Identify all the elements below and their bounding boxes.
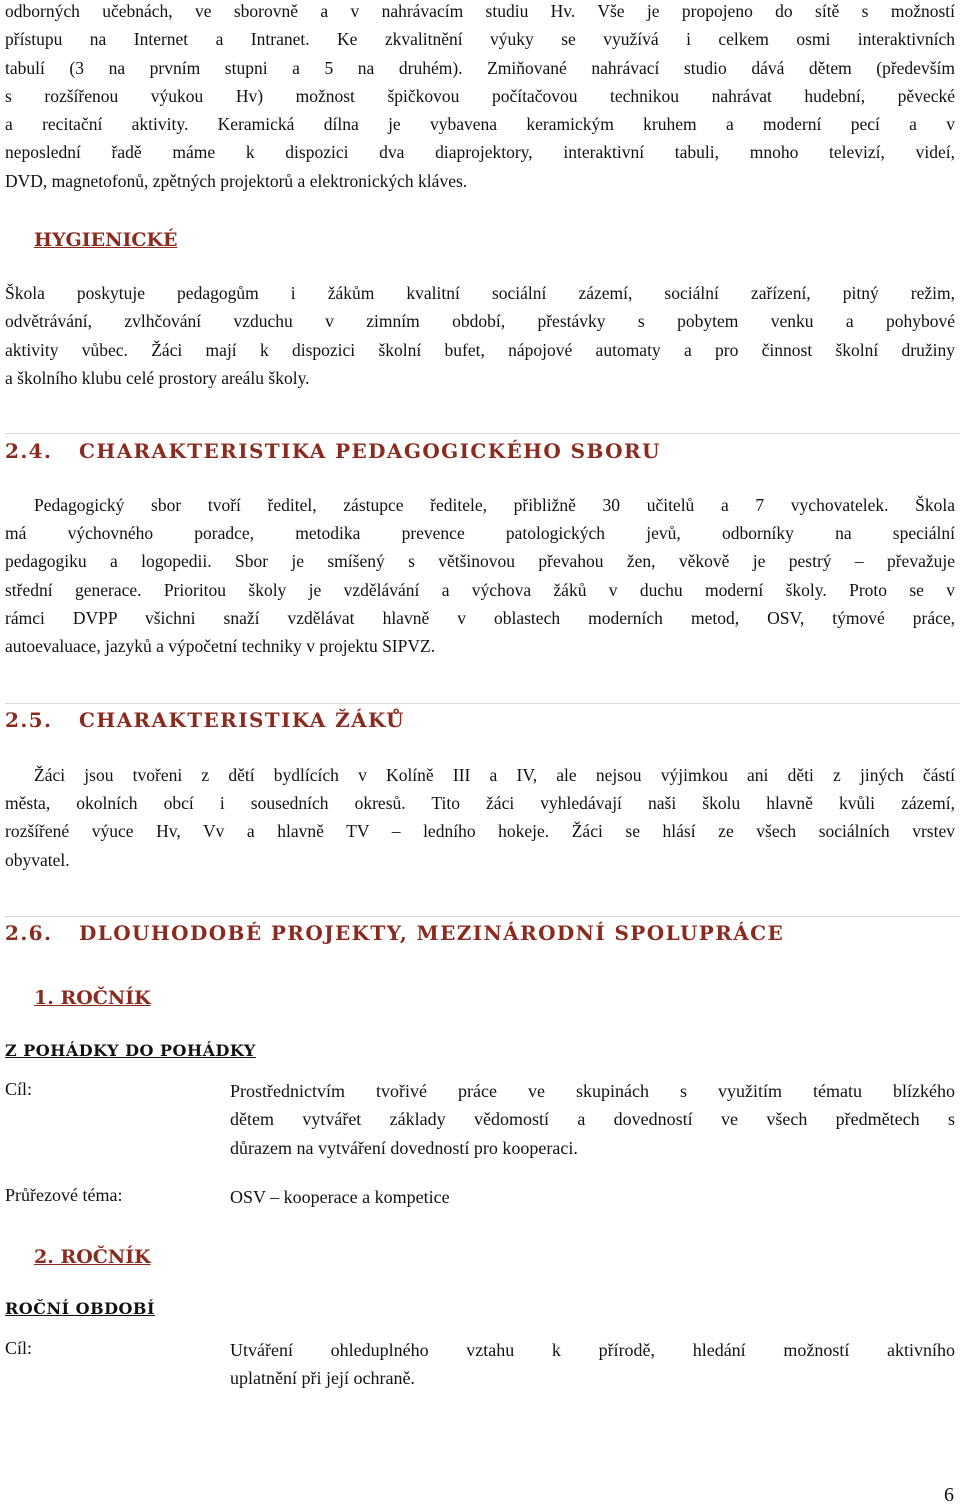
goal-line: Prostřednictvím tvořivé práce ve skupinách s využitím tématu blízkého <box>230 1081 955 1101</box>
paragraph-line: má výchovného poradce, metodika prevence patologických jevů, odborníky na speciální <box>5 523 955 543</box>
grade-1-theme-value: OSV – kooperace a kompetice <box>230 1187 450 1207</box>
paragraph-line: Pedagogický sbor tvoří ředitel, zástupce ředitele, přibližně 30 učitelů a 7 vychovatelek. Škola <box>34 495 955 515</box>
paragraph-line: rozšířené výuce Hv, Vv a hlavně TV – ledního hokeje. Žáci se hlásí ze všech sociálních vrstev <box>5 821 955 842</box>
section-title: DLOUHODOBÉ PROJEKTY, MEZINÁRODNÍ SPOLUPRÁCE <box>79 921 785 945</box>
section-2-4-paragraph <box>34 491 955 519</box>
paragraph-line: rámci DVPP všichni snaží vzdělávat hlavně v oblastech moderních metod, OSV, týmové práce, <box>5 607 955 628</box>
hygiene-paragraph <box>5 279 955 392</box>
section-2-4-paragraph-cont <box>5 519 955 660</box>
section-divider <box>5 916 960 917</box>
grade-2-heading: 2. ROČNÍK <box>34 1246 151 1268</box>
paragraph-line: s rozšířenou výukou Hv) možnost špičkovou počítačovou technikou nahrávat hudební, pěvecké <box>5 85 955 106</box>
goal-line: uplatnění při její ochraně. <box>230 1368 415 1389</box>
section-2-5-paragraph-cont <box>5 789 955 874</box>
paragraph-line: tabulí (3 na prvním stupni a 5 na druhém). Zmiňované nahrávací studio dává dětem (především <box>5 57 955 78</box>
section-divider <box>5 703 960 704</box>
grade-1-heading: 1. ROČNÍK <box>34 987 151 1009</box>
goal-line: dětem vytvářet základy vědomostí a dovedností ve všech předmětech s <box>230 1109 955 1130</box>
paragraph-line: neposlední řadě máme k dispozici dva diaprojektory, interaktivní tabuli, mnoho televizí, videí, <box>5 142 955 163</box>
section-2-4-heading <box>5 439 661 463</box>
paragraph-line: DVD, magnetofonů, zpětných projektorů a elektronických kláves. <box>5 170 468 191</box>
grade-1-goal-label: Cíl: <box>5 1079 33 1099</box>
paragraph-line: pedagogiku a logopedii. Sbor je smíšený s většinovou převahou žen, věkově je pestrý – převažuje <box>5 551 955 572</box>
paragraph-line: Škola poskytuje pedagogům i žákům kvalitní sociální zázemí, sociální zařízení, pitný režim, <box>5 283 955 303</box>
paragraph-line: Žáci jsou tvořeni z dětí bydlících v Kolíně III a IV, ale nejsou výjimkou ani děti z jiných částí <box>34 765 955 785</box>
paragraph-line: aktivity vůbec. Žáci mají k dispozici školní bufet, nápojové automaty a pro činnost školní družiny <box>5 339 955 360</box>
grade-1-theme-label: Průřezové téma: <box>5 1185 123 1205</box>
section-2-5-paragraph <box>34 761 955 789</box>
goal-line: Utváření ohleduplného vztahu k přírodě, hledání možností aktivního <box>230 1340 955 1360</box>
intro-paragraph <box>5 0 955 195</box>
section-number: 2.4. <box>5 439 53 463</box>
paragraph-line: autoevaluace, jazyků a výpočetní techniky v projektu SIPVZ. <box>5 636 436 657</box>
goal-line: důrazem na vytváření dovedností pro kooperaci. <box>230 1137 578 1158</box>
grade-1-project-title: Z POHÁDKY DO POHÁDKY <box>5 1041 256 1060</box>
paragraph-line: odborných učebnách, ve sborovně a v nahrávacím studiu Hv. Vše je propojeno do sítě s možností <box>5 1 955 21</box>
grade-2-goal-text <box>230 1336 955 1393</box>
hygiene-heading: HYGIENICKÉ <box>34 229 178 251</box>
section-number: 2.5. <box>5 708 53 732</box>
paragraph-line: střední generace. Prioritou školy je vzdělávání a výchova žáků v duchu moderní školy. Proto se v <box>5 579 955 600</box>
section-title: CHARAKTERISTIKA PEDAGOGICKÉHO SBORU <box>79 439 661 463</box>
section-2-6-heading <box>5 921 784 945</box>
section-number: 2.6. <box>5 921 53 945</box>
page-number: 6 <box>944 1484 954 1506</box>
section-2-5-heading <box>5 708 405 732</box>
paragraph-line: odvětrávání, zvlhčování vzduchu v zimním období, přestávky s pobytem venku a pohybové <box>5 311 955 332</box>
paragraph-line: a recitační aktivity. Keramická dílna je vybavena keramickým kruhem a moderní pecí a v <box>5 114 955 135</box>
paragraph-line: města, okolních obcí i sousedních okresů. Tito žáci vyhledávají naši školu hlavně kvůli zázemí, <box>5 793 955 813</box>
section-divider <box>5 433 960 434</box>
paragraph-line: a školního klubu celé prostory areálu školy. <box>5 367 310 388</box>
grade-2-goal-label: Cíl: <box>5 1338 33 1358</box>
grade-1-goal-text <box>230 1077 955 1162</box>
paragraph-line: obyvatel. <box>5 849 70 870</box>
paragraph-line: přístupu na Internet a Intranet. Ke zkvalitnění výuky se využívá i celkem osmi interaktivních <box>5 29 955 50</box>
section-title: CHARAKTERISTIKA ŽÁKŮ <box>79 708 405 732</box>
grade-2-project-title: ROČNÍ OBDOBÍ <box>5 1299 155 1318</box>
